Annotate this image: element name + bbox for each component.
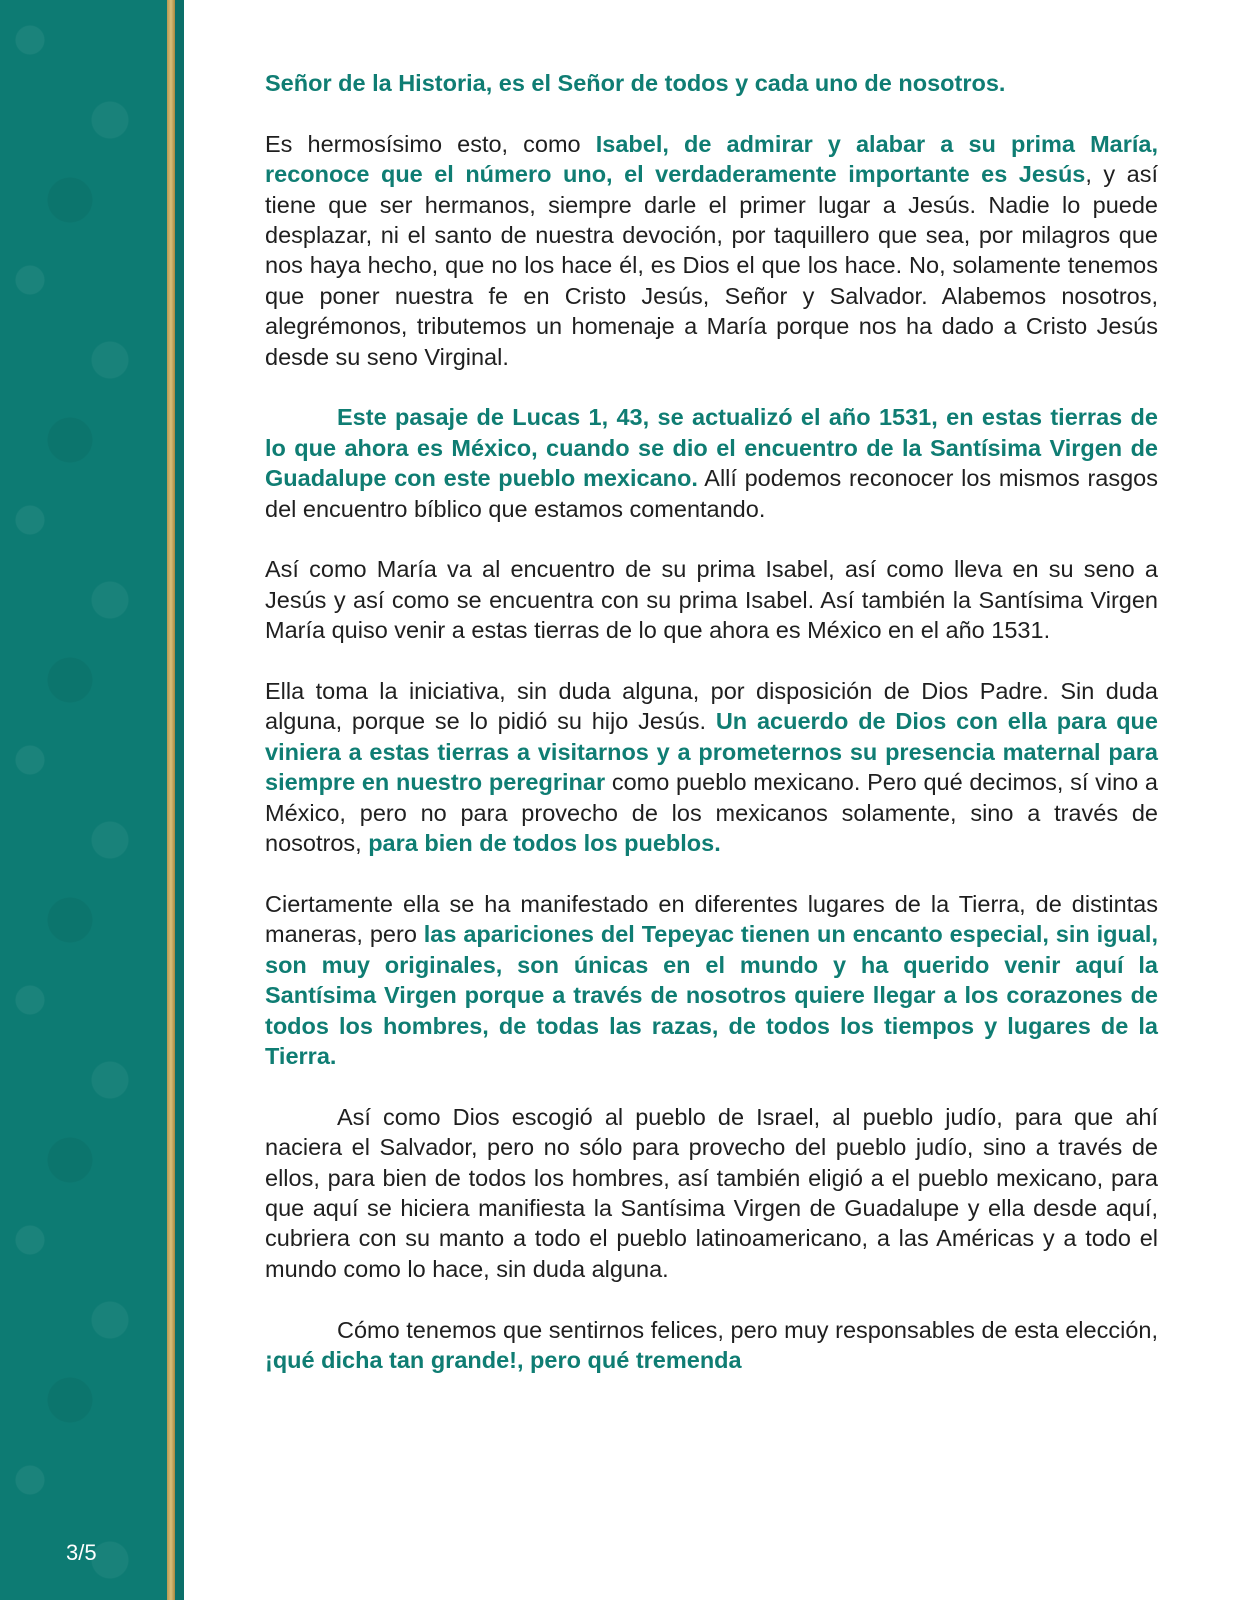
paragraph-1-text-1: Señor de la Historia, es el Señor de todos y cada uno de nosotros. (265, 70, 1006, 96)
paragraph-5-highlight-1: Un acuerdo de Dios con ella para que viniera a estas tierras a visitarnos y a prometernos su presencia maternal para siempre en nuestro peregrinar (265, 708, 1158, 796)
paragraph-1 (265, 68, 1158, 98)
paragraph-2-text-2: , y así tiene que ser hermanos, siempre darle el primer lugar a Jesús. Nadie lo puede desplazar, ni el santo de nuestra devoción, por taquillero que sea, por milagros que nos haya hecho, que no los hace él, es Dios el que los hace. No, solamente tenemos que poner nuestra fe en Cristo Jesús, Señor y Salvador. Alabemos nosotros, alegrémonos, tributemos un homenaje a María porque nos ha dado a Cristo Jesús desde su seno Virginal. (265, 161, 1158, 370)
paragraph-3-highlight-1: Este pasaje de Lucas 1, 43, se actualizó el año 1531, en estas tierras de lo que ahora es México, cuando se dio el encuentro de la Santísima Virgen de Guadalupe con este pueblo mexicano. (265, 404, 1158, 492)
paragraph-7-text-1: Así como Dios escogió al pueblo de Israel, al pueblo judío, para que ahí naciera el Salvador, pero no sólo para provecho del pueblo judío, sino a través de ellos, para bien de todos los hombres, así también eligió a el pueblo mexicano, para que aquí se hiciera manifiesta la Santísima Virgen de Guadalupe y ella desde aquí, cubriera con su manto a todo el pueblo latinoamericano, a las Américas y a todo el mundo como lo hace, sin duda alguna. (265, 1103, 1158, 1282)
gold-border-stripe (167, 0, 175, 1600)
paragraph-8 (265, 1315, 1158, 1376)
paragraph-2-text-1: Es hermosísimo esto, como (265, 130, 596, 157)
paragraph-2 (265, 129, 1158, 372)
paragraph-5-highlight-2: para bien de todos los pueblos. (368, 830, 721, 857)
paragraph-2-highlight-1: Isabel, de admirar y alabar a su prima María, reconoce que el número uno, el verdaderamente importante es Jesús (265, 130, 1158, 188)
paragraph-3-text-1: Allí podemos reconocer los mismos rasgos del encuentro bíblico que estamos comentando. (265, 465, 1158, 522)
decorative-sidebar (0, 0, 167, 1600)
paragraph-7 (265, 1102, 1158, 1284)
paragraph-6 (265, 889, 1158, 1071)
document-body (265, 68, 1158, 1406)
paragraph-5-text-2: como pueblo mexicano. Pero qué decimos, sí vino a México, pero no para provecho de los mexicanos solamente, sino a través de nosotros, (265, 769, 1158, 857)
paragraph-4-text-1: Así como María va al encuentro de su prima Isabel, así como lleva en su seno a Jesús y así como se encuentra con su prima Isabel. Así también la Santísima Virgen María quiso venir a estas tierras de lo que ahora es México en el año 1531. (265, 556, 1158, 644)
teal-border-stripe (175, 0, 184, 1600)
paragraph-5 (265, 676, 1158, 858)
paragraph-3 (265, 402, 1158, 524)
paragraph-6-highlight-1: las apariciones del Tepeyac tienen un encanto especial, sin igual, son muy originales, son únicas en el mundo y ha querido venir aquí la Santísima Virgen porque a través de nosotros quiere llegar a los corazones de todos los hombres, de todas las razas, de todos los tiempos y lugares de la Tierra. (265, 921, 1158, 1069)
paragraph-6-text-1: Ciertamente ella se ha manifestado en diferentes lugares de la Tierra, de distintas maneras, pero (265, 890, 1158, 948)
page-number: 3/5 (66, 1540, 97, 1565)
paragraph-5-text-1: Ella toma la iniciativa, sin duda alguna, por disposición de Dios Padre. Sin duda alguna, porque se lo pidió su hijo Jesús. (265, 678, 1158, 735)
paragraph-8-text-1: Cómo tenemos que sentirnos felices, pero muy responsables de esta elección, (337, 1316, 1158, 1343)
paragraph-8-highlight-1: ¡qué dicha tan grande!, pero qué tremenda (265, 1346, 742, 1373)
paragraph-4 (265, 554, 1158, 645)
